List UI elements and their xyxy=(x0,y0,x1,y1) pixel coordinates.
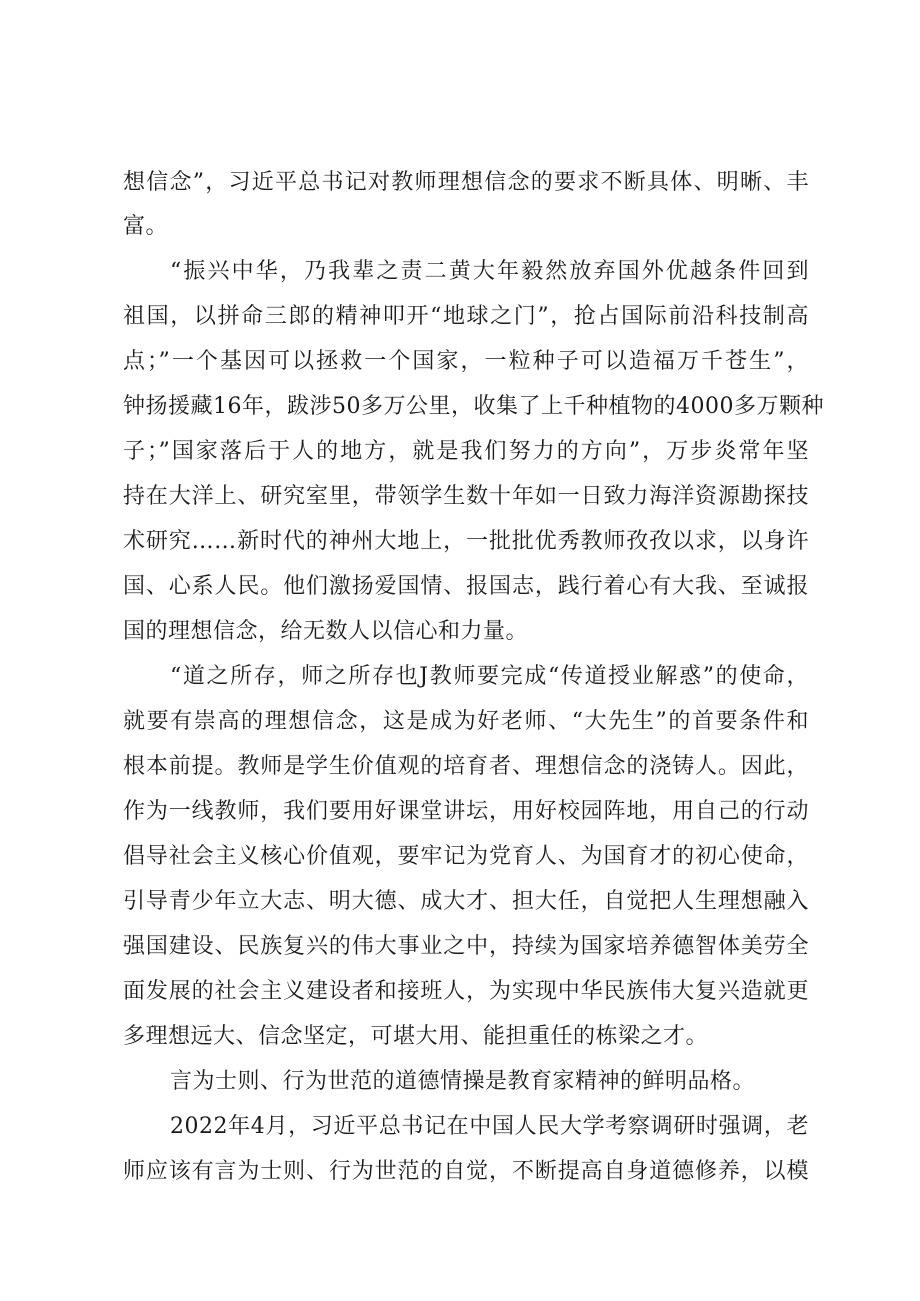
text-line-21: 言为士则、行为世范的道德情操是教育家精神的鲜明品格。 xyxy=(170,1069,756,1094)
text-line-11: 国的理想信念，给无数人以信心和力量。 xyxy=(123,619,529,644)
text-line-14: 根本前提。教师是学生价值观的培育者、理想信念的浇铸人。因此， xyxy=(123,754,809,779)
text-line-19: 面发展的社会主义建设者和接班人，为实现中华民族伟大复兴造就更 xyxy=(123,979,809,1004)
text-line-4: 祖国，以拼命三郎的精神叩开“地球之门”，抢占国际前沿科技制高 xyxy=(123,304,809,329)
text-line-22: 2022年4月，习近平总书记在中国人民大学考察调研时强调，老 xyxy=(170,1114,809,1139)
text-line-7: 子；”国家落后于人的地方，就是我们努力的方向”，万步炎常年坚 xyxy=(123,439,809,464)
text-line-1: 想信念”，习近平总书记对教师理想信念的要求不断具体、明晰、丰 xyxy=(123,170,809,195)
text-line-5: 点；”一个基因可以拯救一个国家，一粒种子可以造福万千苍生”， xyxy=(123,349,809,374)
text-line-12: “道之所存，师之所存也J教师要完成“传道授业解惑”的使命， xyxy=(170,664,809,689)
text-line-6: 钟扬援藏16年，跋涉50多万公里，收集了上千种植物的4000多万颗种 xyxy=(123,394,824,419)
text-line-9: 术研究……新时代的神州大地上，一批批优秀教师孜孜以求，以身许 xyxy=(123,529,809,554)
text-line-13: 就要有崇高的理想信念，这是成为好老师、“大先生”的首要条件和 xyxy=(123,709,809,734)
text-line-3: “振兴中华，乃我辈之责二黄大年毅然放弃国外优越条件回到 xyxy=(170,259,809,284)
text-line-18: 强国建设、民族复兴的伟大事业之中，持续为国家培养德智体美劳全 xyxy=(123,934,809,959)
text-line-17: 引导青少年立大志、明大德、成大才、担大任，自觉把人生理想融入 xyxy=(123,889,809,914)
text-line-10: 国、心系人民。他们激扬爱国情、报国志，践行着心有大我、至诚报 xyxy=(123,574,809,599)
text-line-2: 富。 xyxy=(123,214,169,239)
text-line-16: 倡导社会主义核心价值观，要牢记为党育人、为国育才的初心使命， xyxy=(123,844,809,869)
text-line-20: 多理想远大、信念坚定，可堪大用、能担重任的栋梁之才。 xyxy=(123,1024,709,1049)
text-line-8: 持在大洋上、研究室里，带领学生数十年如一日致力海洋资源勘探技 xyxy=(123,484,809,509)
text-line-15: 作为一线教师，我们要用好课堂讲坛，用好校园阵地，用自己的行动 xyxy=(123,799,809,824)
text-line-23: 师应该有言为士则、行为世范的自觉，不断提高自身道德修养，以模 xyxy=(123,1159,809,1184)
